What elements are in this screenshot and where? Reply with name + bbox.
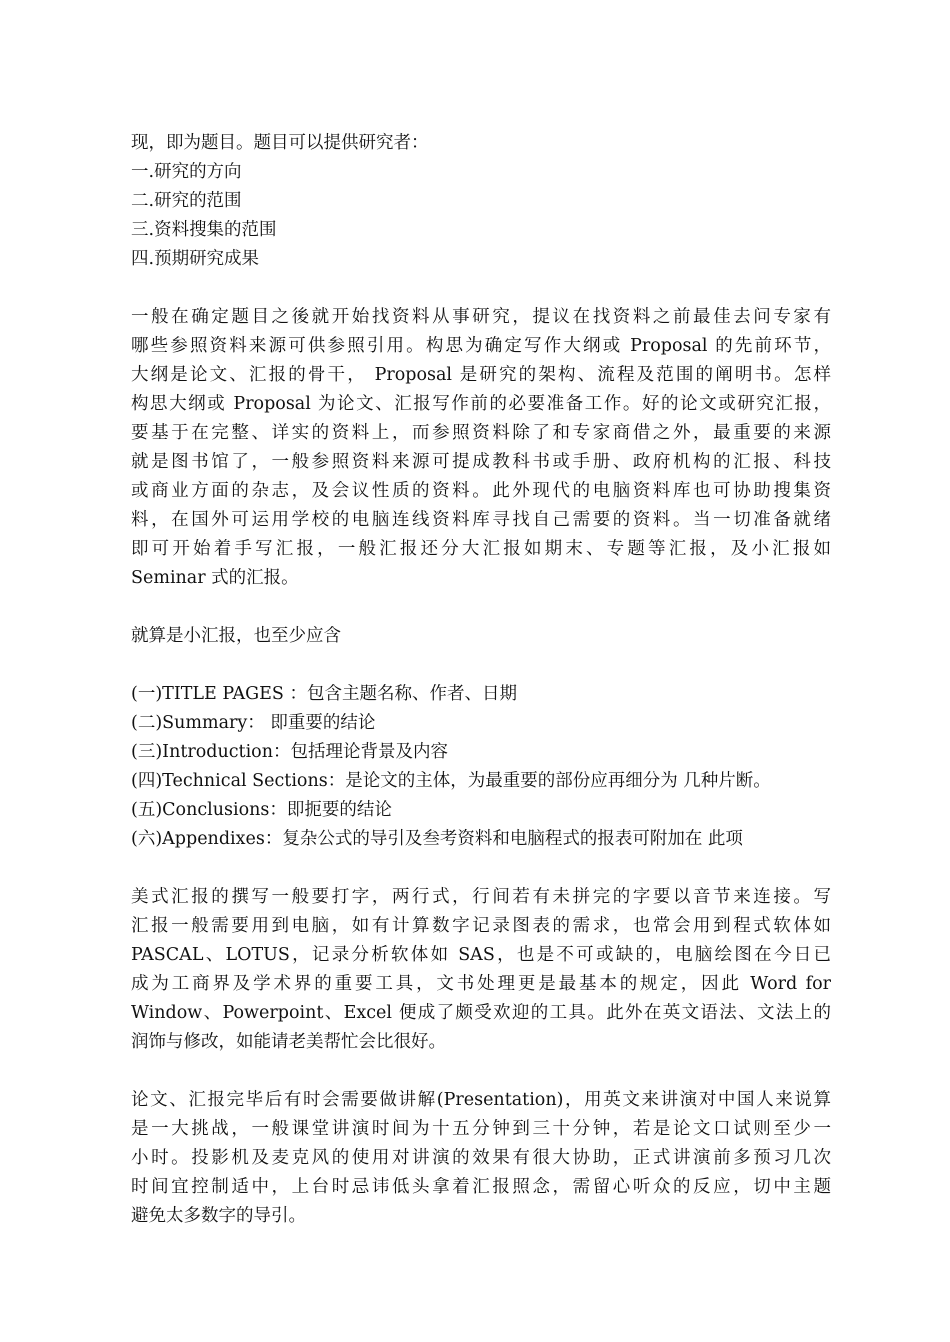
paragraph-line: 时间宜控制适中，上台时忌讳低头拿着汇报照念，需留心听众的反应，切中主题: [131, 1177, 831, 1197]
paragraph-line: PASCAL、LOTUS，记录分析软体如 SAS，也是不可或缺的，电脑绘图在今日已: [131, 945, 831, 965]
paragraph-presentation: [131, 1086, 831, 1231]
paragraph-line: 要基于在完整、详实的资料上，而参照资料除了和专家商借之外，最重要的来源: [131, 423, 831, 443]
list-item-expected-results: 四.预期研究成果: [131, 249, 260, 269]
section-list: [131, 680, 831, 854]
paragraph-line: 避免太多数字的导引。: [131, 1206, 306, 1226]
list-item-appendixes: (六)Appendixes：复杂公式的导引及叁考资料和电脑程式的报表可附加在 此项: [131, 829, 743, 849]
paragraph-small-report: [131, 622, 831, 651]
list-item-technical-sections: (四)Technical Sections：是论文的主体，为最重要的部份应再细分为 几种片断。: [131, 771, 771, 791]
paragraph-line: 是一大挑战，一般课堂讲演时间为十五分钟到三十分钟，若是论文口试则至少一: [131, 1119, 831, 1139]
paragraph-line: 润饰与修改，如能请老美帮忙会比很好。: [131, 1032, 446, 1052]
paragraph-line: 料，在国外可运用学校的电脑连线资料库寻找自己需要的资料。当一切准备就绪: [131, 510, 831, 530]
paragraph-line: 小时。投影机及麦克风的使用对讲演的效果有很大协助，正式讲演前多预习几次: [131, 1148, 831, 1168]
paragraph-research-prep: [131, 303, 831, 593]
paragraph-line: 大纲是论文、汇报的骨干， Proposal 是研究的架构、流程及范围的阐明书。怎样: [131, 365, 831, 385]
list-item-introduction: (三)Introduction：包括理论背景及内容: [131, 742, 448, 762]
paragraph-line: 构思大纲或 Proposal 为论文、汇报写作前的必要准备工作。好的论文或研究汇报，: [131, 394, 831, 414]
list-item-summary: (二)Summary： 即重要的结论: [131, 713, 376, 733]
paragraph-line: 或商业方面的杂志，及会议性质的资料。此外现代的电脑资料库也可协助搜集资: [131, 481, 831, 501]
list-item-data-scope: 三.资料搜集的范围: [131, 220, 277, 240]
paragraph-line: 成为工商界及学术界的重要工具，文书处理更是最基本的规定，因此 Word for: [131, 974, 831, 994]
paragraph-line: 论文、汇报完毕后有时会需要做讲解(Presentation)，用英文来讲演对中国人来说算: [131, 1090, 831, 1110]
paragraph-line: 哪些参照资料来源可供参照引用。构思为确定写作大纲或 Proposal 的先前环节，: [131, 336, 831, 356]
paragraph-line: 汇报一般需要用到电脑，如有计算数字记录图表的需求，也常会用到程式软体如: [131, 916, 831, 936]
paragraph-line: 美式汇报的撰写一般要打字，两行式，行间若有未拼完的字要以音节来连接。写: [131, 887, 831, 907]
intro-block: [131, 129, 831, 274]
paragraph-line: 就算是小汇报，也至少应含: [131, 626, 341, 646]
paragraph-line: Seminar 式的汇报。: [131, 568, 299, 588]
paragraph-line: 即可开始着手写汇报，一般汇报还分大汇报如期末、专题等汇报，及小汇报如: [131, 539, 831, 559]
list-item-conclusions: (五)Conclusions：即扼要的结论: [131, 800, 392, 820]
list-item-direction: 一.研究的方向: [131, 162, 242, 182]
paragraph-line: 一般在确定题目之後就开始找资料从事研究，提议在找资料之前最佳去问专家有: [131, 307, 831, 327]
list-item-scope: 二.研究的范围: [131, 191, 242, 211]
list-item-title-pages: (一)TITLE PAGES ：包含主题名称、作者、日期: [131, 684, 517, 704]
paragraph-line: Window、Powerpoint、Excel 便成了颇受欢迎的工具。此外在英文语法、文法上的: [131, 1003, 831, 1023]
intro-line: 现，即为题目。题目可以提供研究者：: [131, 133, 429, 153]
paragraph-line: 就是图书馆了，一般参照资料来源可提成教科书或手册、政府机构的汇报、科技: [131, 452, 831, 472]
document-body: [131, 129, 831, 1260]
paragraph-writing-tools: [131, 883, 831, 1057]
